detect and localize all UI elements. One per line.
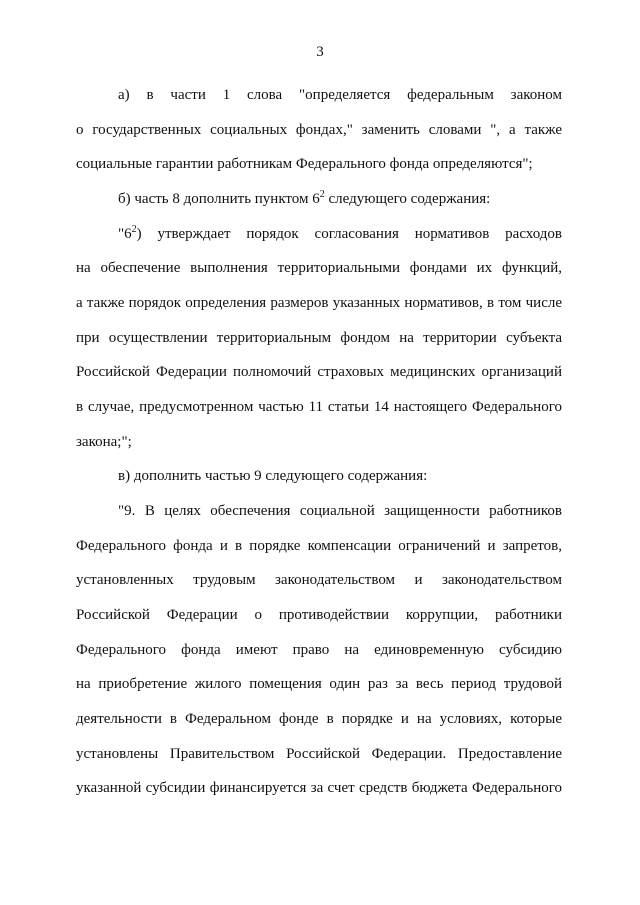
text-fragment: б) часть 8 дополнить пунктом 6 [118,191,320,207]
text-line: Российской Федерации полномочий страховых медицинских организаций [76,364,562,380]
superscript: 2 [131,224,137,235]
text-line: на приобретение жилого помещения один раз за весь период трудовой [76,676,562,692]
text-line: установлены Правительством Российской Федерации. Предоставление [76,746,562,762]
text-line-with-superscript [118,224,562,244]
text-line: а также порядок определения размеров указанных нормативов, в том числе [76,295,562,311]
text-line: а) в части 1 слова "определяется федеральным законом [118,87,562,103]
text-line: на обеспечение выполнения территориальными фондами их функций, [76,260,562,276]
text-line: в) дополнить частью 9 следующего содержания: [118,468,428,484]
text-line: о государственных социальных фондах," заменить словами ", а также [76,122,562,138]
text-line: социальные гарантии работникам Федерального фонда определяются"; [76,156,533,172]
text-line: закона;"; [76,434,132,450]
text-line: указанной субсидии финансируется за счет средств бюджета Федерального [76,780,562,796]
text-line: установленных трудовым законодательством и законодательством [76,572,562,588]
text-fragment: "6 [118,226,132,242]
text-line-with-superscript [118,189,562,209]
text-line: Российской Федерации о противодействии коррупции, работники [76,607,562,623]
text-line: "9. В целях обеспечения социальной защищенности работников [118,503,562,519]
text-line: Федерального фонда имеют право на единовременную субсидию [76,642,562,658]
page-number: 3 [316,44,324,60]
text-fragment: ) утверждает порядок согласования нормативов расходов [136,226,562,242]
text-fragment: следующего содержания: [324,191,491,207]
superscript: 2 [319,189,325,200]
text-line: Федерального фонда и в порядке компенсации ограничений и запретов, [76,538,562,554]
text-line: при осуществлении территориальным фондом на территории субъекта [76,330,562,346]
text-line: деятельности в Федеральном фонде в порядке и на условиях, которые [76,711,562,727]
text-line: в случае, предусмотренном частью 11 статьи 14 настоящего Федерального [76,399,562,415]
